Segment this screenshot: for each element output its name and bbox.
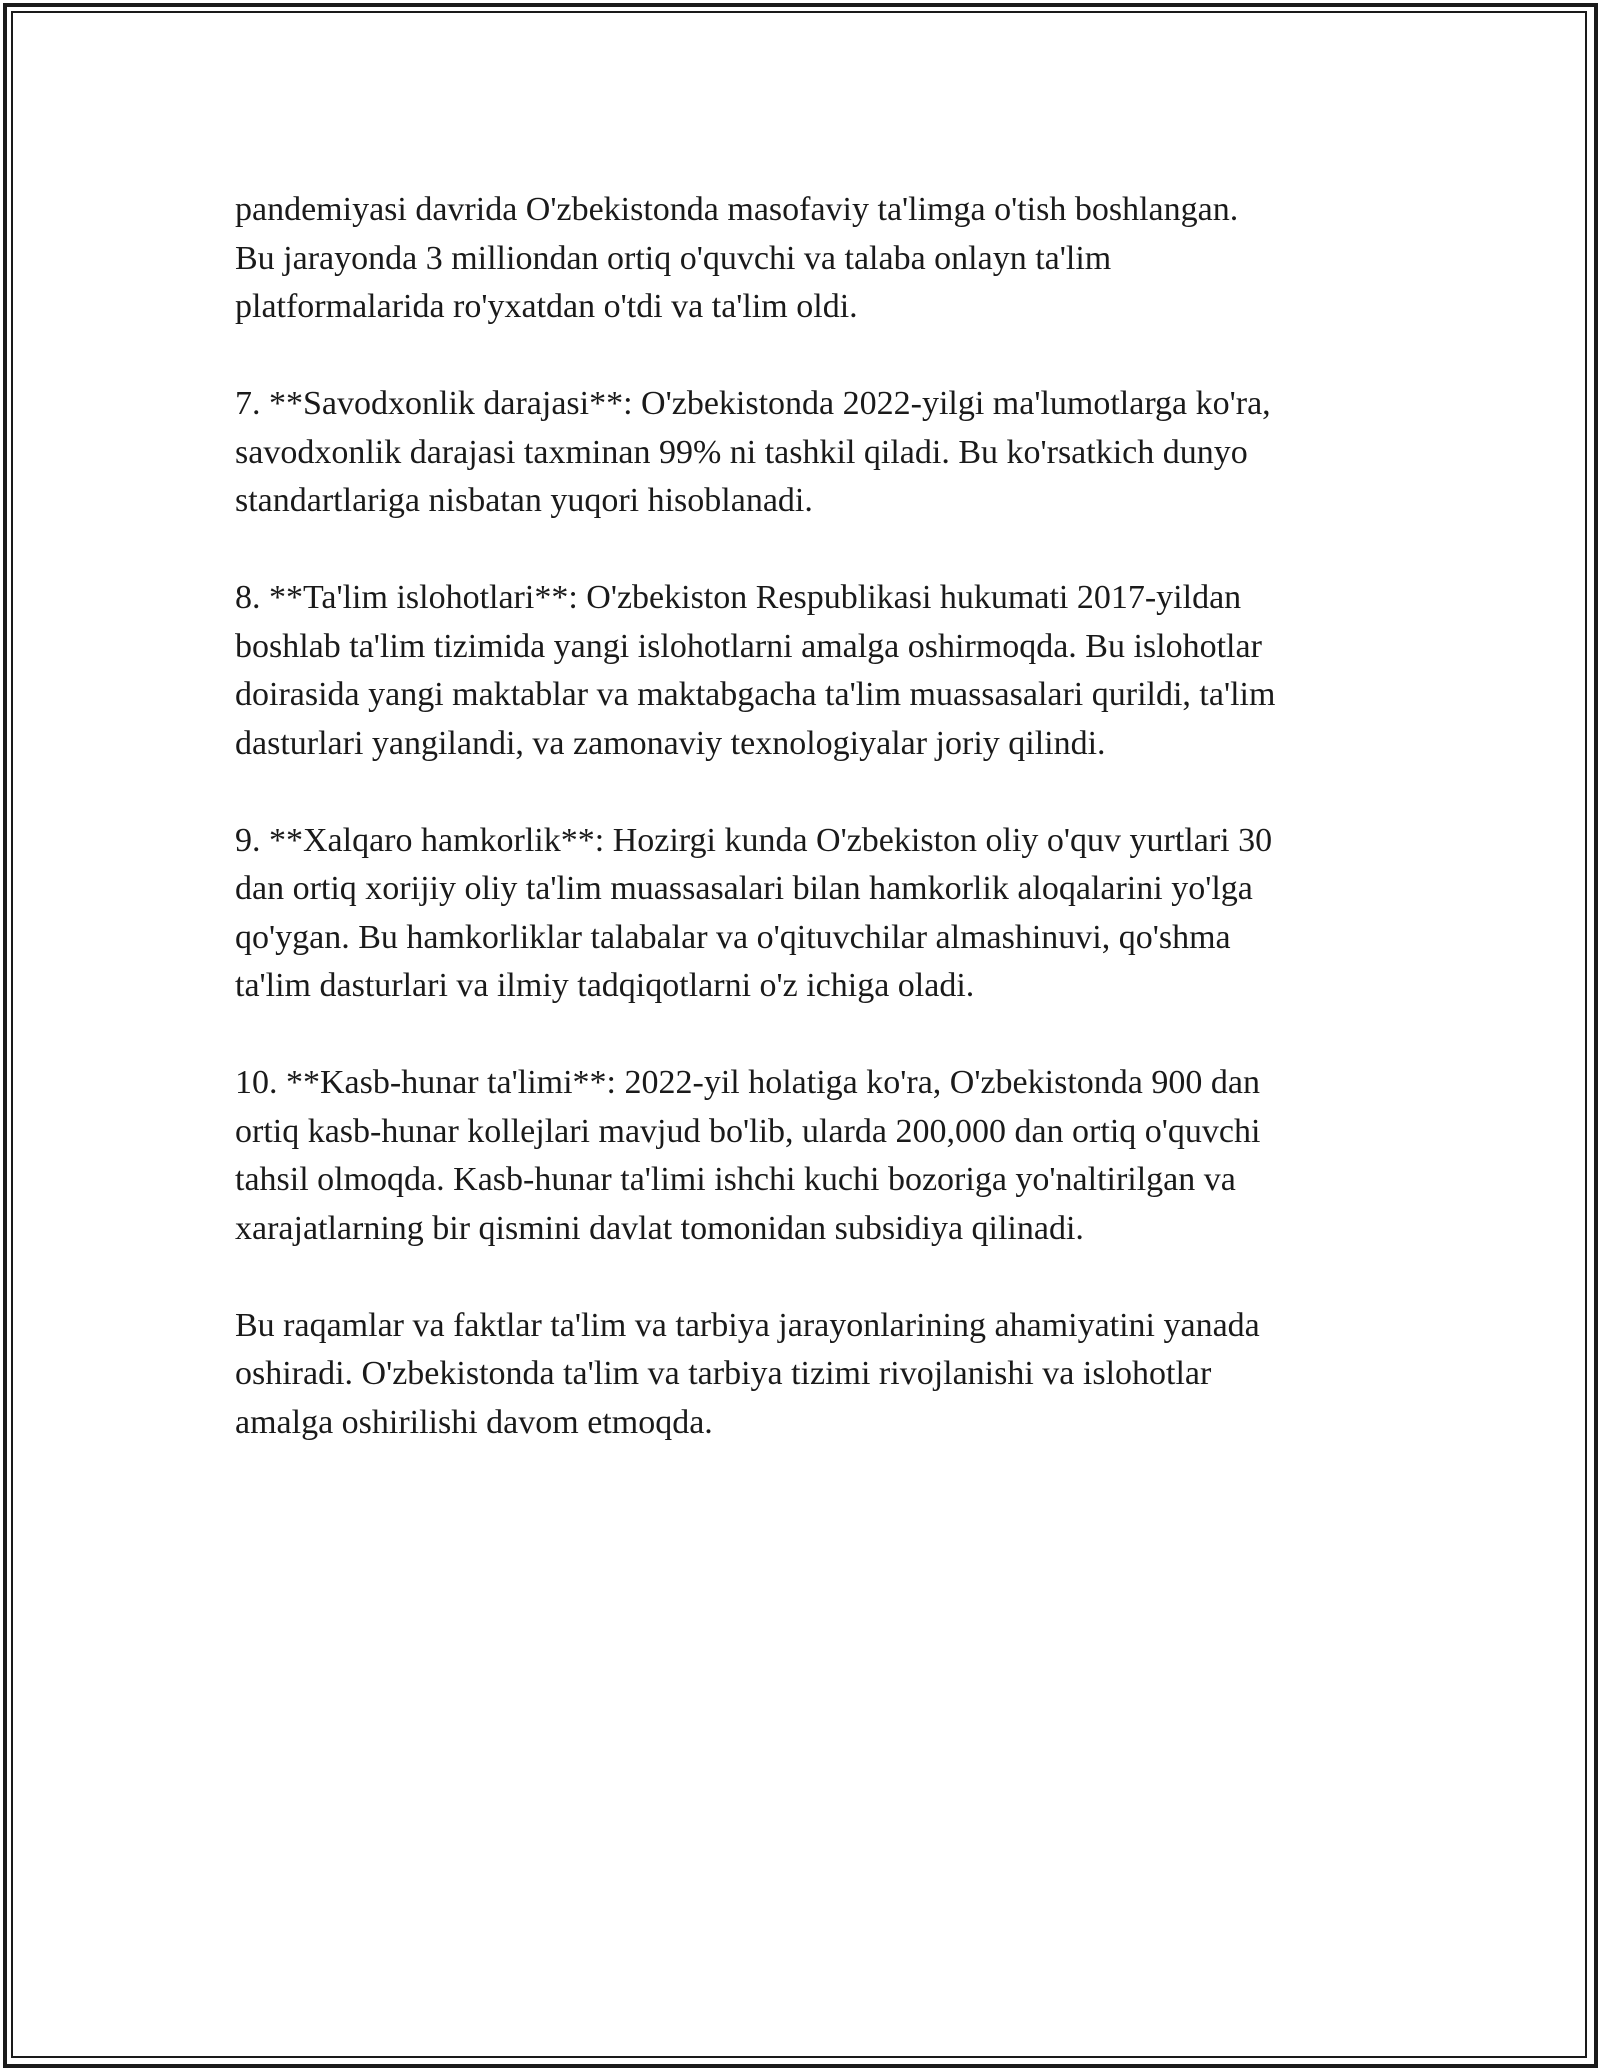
document-body (235, 186, 1415, 1496)
paragraph-pandemic-remote-learning: pandemiyasi davrida O'zbekistonda masofaviy ta'limga o'tish boshlangan. Bu jarayonda 3 milliondan ortiq o'quvchi va talaba onlayn ta'lim platformalarida ro'yxatdan o'tdi va ta'lim oldi. (235, 191, 1239, 325)
paragraph-vocational-education: 10. **Kasb-hunar ta'limi**: 2022-yil holatiga ko'ra, O'zbekistonda 900 dan ortiq kasb-hunar kollejlari mavjud bo'lib, ularda 200,000 dan ortiq o'quvchi tahsil olmoqda. Kasb-hunar ta'limi ishchi kuchi bozoriga yo'naltirilgan va xarajatlarning bir qismini davlat tomonidan subsidiya qilinadi. (235, 1064, 1261, 1247)
paragraph-literacy-rate: 7. **Savodxonlik darajasi**: O'zbekistonda 2022-yilgi ma'lumotlarga ko'ra, savodxonlik darajasi taxminan 99% ni tashkil qiladi. Bu ko'rsatkich dunyo standartlariga nisbatan yuqori hisoblanadi. (235, 385, 1271, 519)
paragraph-conclusion: Bu raqamlar va faktlar ta'lim va tarbiya jarayonlarining ahamiyatini yanada oshiradi. O'zbekistonda ta'lim va tarbiya tizimi rivojlanishi va islohotlar amalga oshirilishi davom etmoqda. (235, 1306, 1260, 1441)
paragraph-international-cooperation: 9. **Xalqaro hamkorlik**: Hozirgi kunda O'zbekiston oliy o'quv yurtlari 30 dan ortiq xorijiy oliy ta'lim muassasalari bilan hamkorlik aloqalarini yo'lga qo'ygan. Bu hamkorliklar talabalar va o'qituvchilar almashinuvi, qo'shma ta'lim dasturlari va ilmiy tadqiqotlarni o'z ichiga oladi. (235, 821, 1273, 1004)
paragraph-education-reforms: 8. **Ta'lim islohotlari**: O'zbekiston Respublikasi hukumati 2017-yildan boshlab ta'lim tizimida yangi islohotlarni amalga oshirmoqda. Bu islohotlar doirasida yangi maktablar va maktabgacha ta'lim muassasalari qurildi, ta'lim dasturlari yangilandi, va zamonaviy texnologiyalar joriy qilindi. (235, 579, 1276, 762)
